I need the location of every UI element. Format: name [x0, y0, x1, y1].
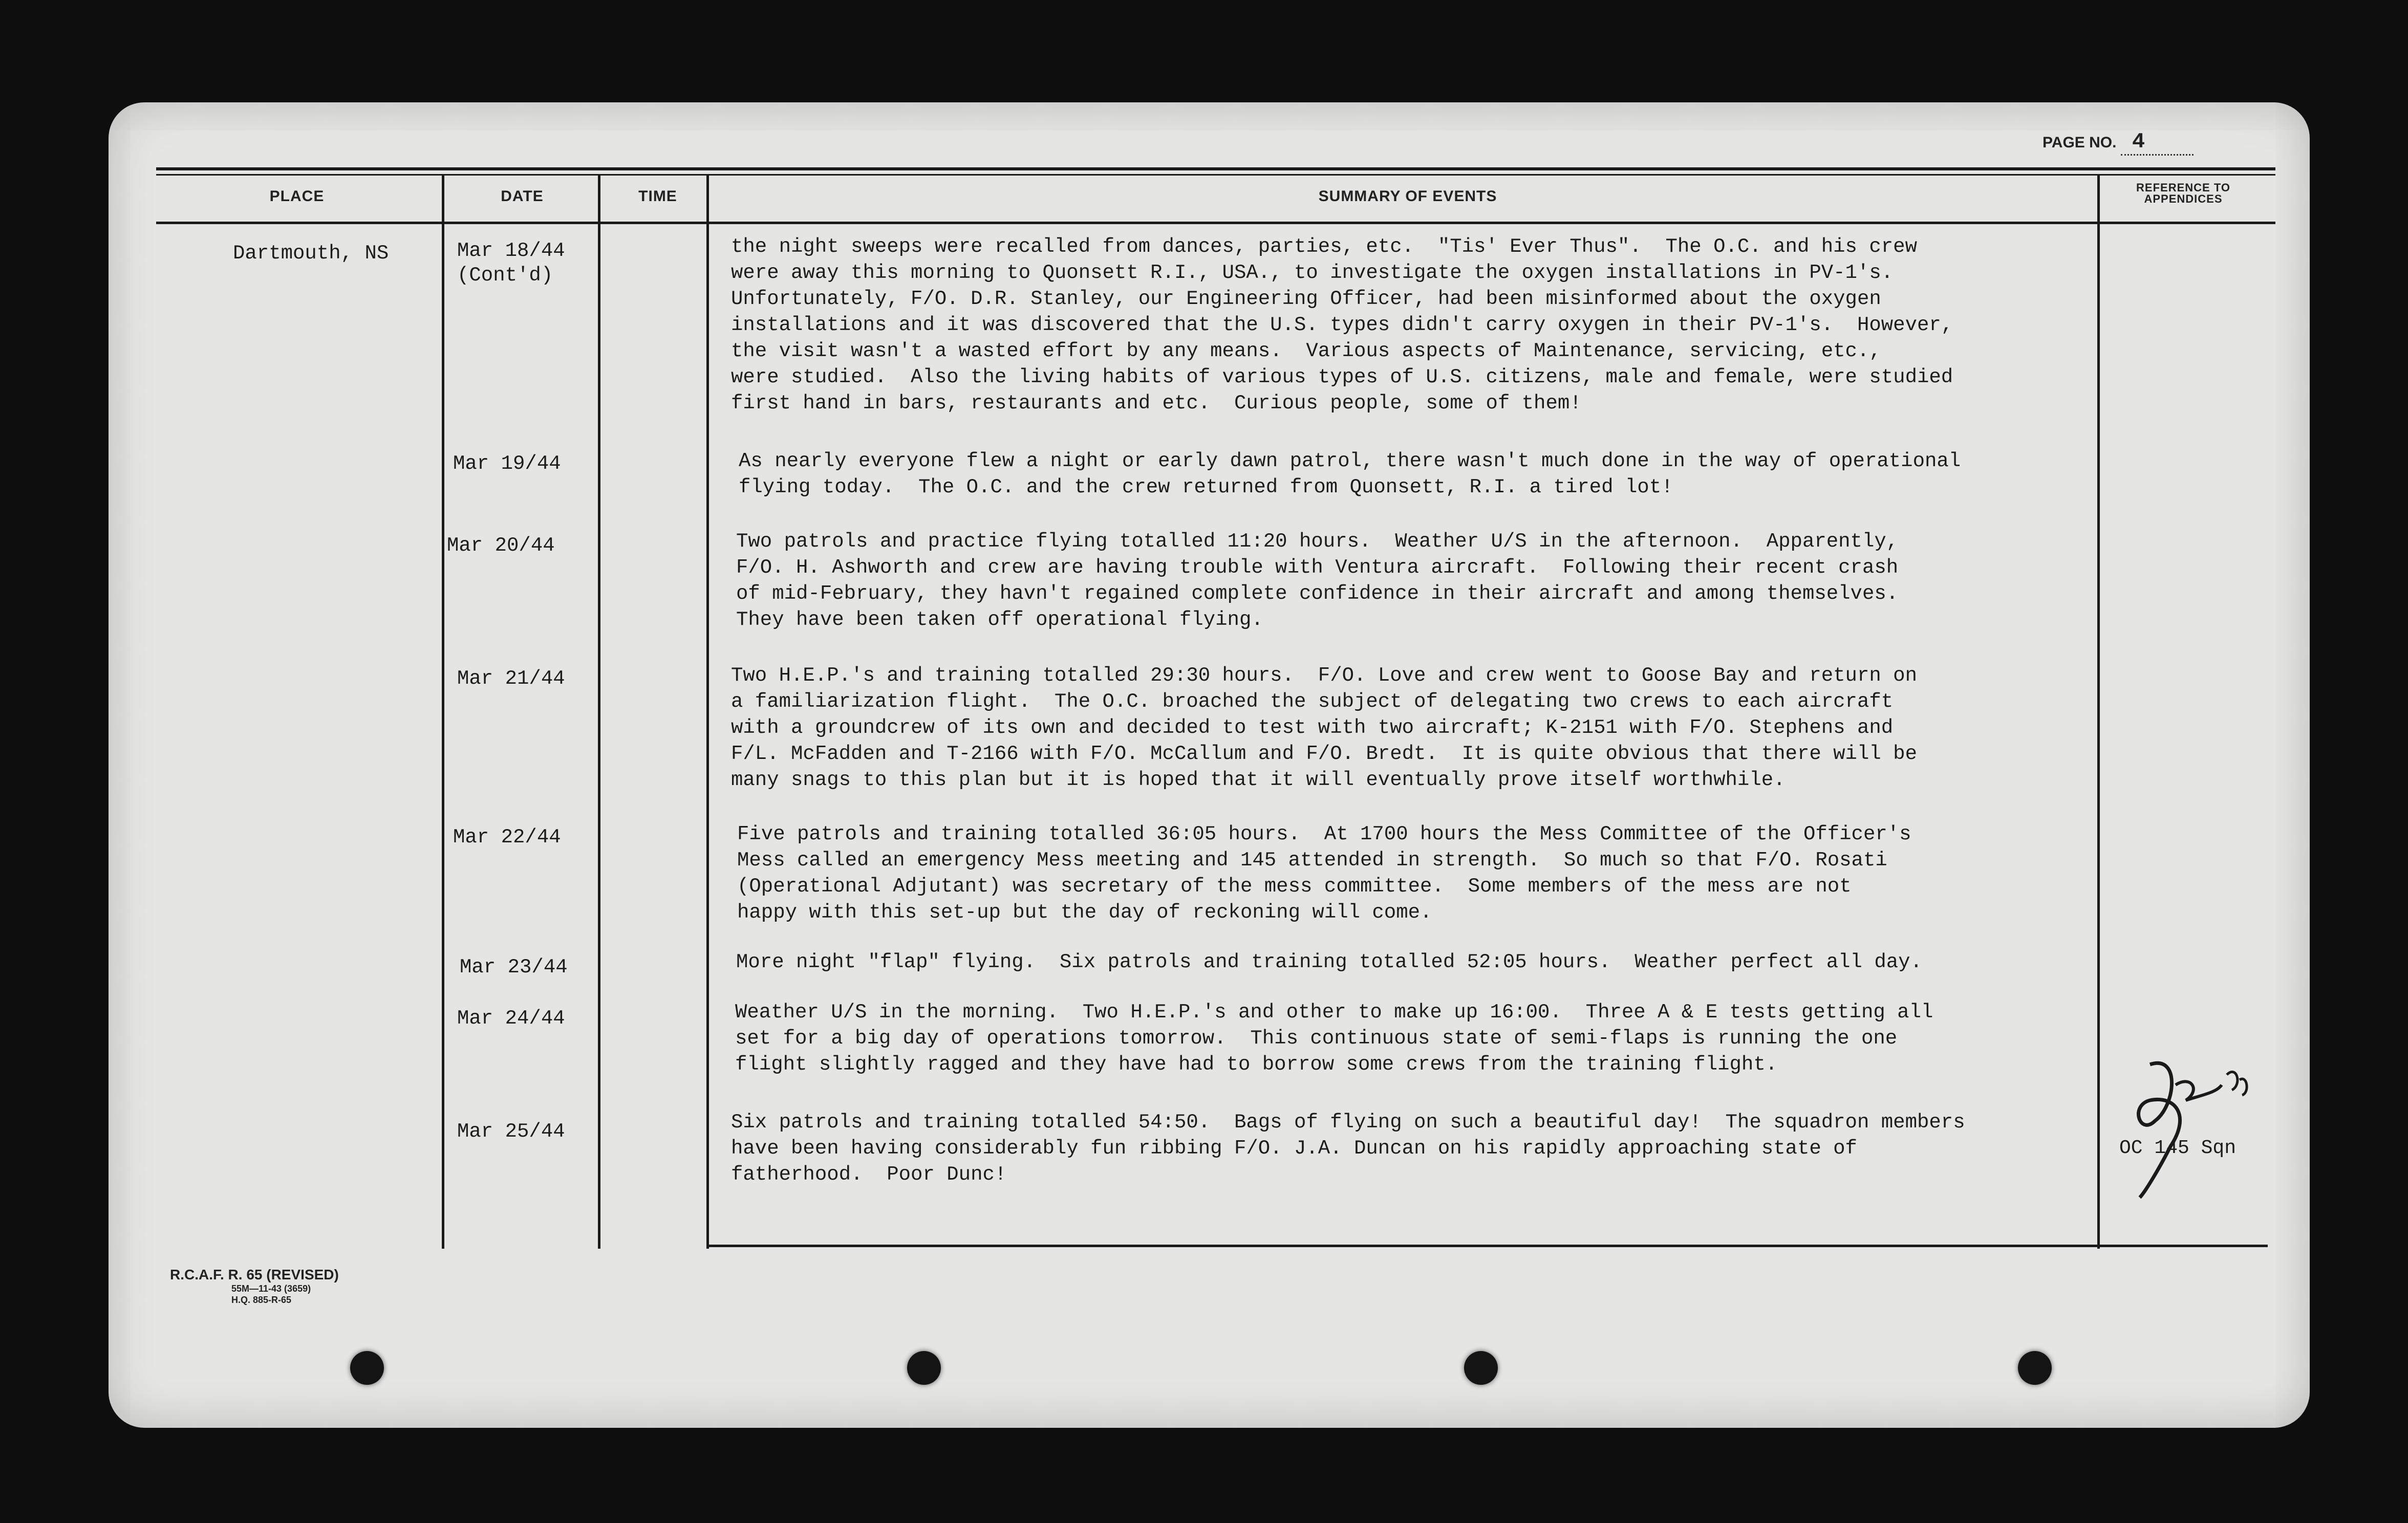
signature-caption: OC 145 Sqn	[2119, 1137, 2237, 1159]
entry-summary	[731, 234, 1953, 417]
summary-line: of mid-February, they havn't regained complete confidence in their aircraft and among themselves.	[736, 582, 1899, 605]
summary-line: fatherhood. Poor Dunc!	[731, 1163, 1007, 1186]
punch-hole	[350, 1351, 384, 1385]
page-number	[2042, 129, 2194, 156]
summary-line: Mess called an emergency Mess meeting and 145 attended in strength. So much so that F/O. Rosati	[737, 849, 1887, 872]
summary-line: flight slightly ragged and they have had to borrow some crews from the training flight.	[735, 1053, 1778, 1076]
summary-line: F/L. McFadden and T-2166 with F/O. McCallum and F/O. Bredt. It is quite obvious that there will be	[731, 743, 1917, 765]
punch-hole	[1464, 1351, 1498, 1385]
header-summary: SUMMARY OF EVENTS	[1318, 188, 1497, 205]
summary-line: Two patrols and practice flying totalled 11:20 hours. Weather U/S in the afternoon. Apparently,	[736, 530, 1899, 553]
entry-date: Mar 25/44	[457, 1120, 565, 1143]
column-divider-summary	[2097, 175, 2100, 1249]
punch-hole	[907, 1351, 941, 1385]
page-number-label: PAGE NO.	[2042, 134, 2117, 151]
summary-line: Six patrols and training totalled 54:50. Bags of flying on such a beautiful day! The squadron members	[731, 1111, 1965, 1134]
entry-summary	[739, 448, 1961, 501]
header-reference-line1: REFERENCE TO	[2136, 181, 2230, 194]
summary-line: F/O. H. Ashworth and crew are having trouble with Ventura aircraft. Following their recent crash	[736, 556, 1899, 579]
entry-date: Mar 23/44	[460, 956, 568, 978]
summary-line: happy with this set-up but the day of reckoning will come.	[737, 901, 1432, 924]
form-number: R.C.A.F. R. 65 (REVISED)	[170, 1267, 339, 1282]
entry-date: Mar 22/44	[453, 826, 561, 848]
summary-line: the night sweeps were recalled from dances, parties, etc. "Tis' Ever Thus". The O.C. and his crew	[731, 235, 1917, 258]
entry-summary	[737, 821, 1911, 926]
summary-line: with a groundcrew of its own and decided to test with two aircraft; K-2151 with F/O. Stephens and	[731, 716, 1894, 739]
form-print-code: 55M—11-43 (3659)	[231, 1283, 311, 1294]
column-divider-date	[598, 175, 600, 1249]
summary-line: were studied. Also the living habits of various types of U.S. citizens, male and female, were studied	[731, 366, 1953, 388]
entry-summary	[736, 949, 1922, 975]
table-bottom-rule	[706, 1245, 2268, 1247]
place-cell: Dartmouth, NS	[233, 242, 389, 265]
punch-hole	[2018, 1351, 2052, 1385]
form-hq-code: H.Q. 885-R-65	[231, 1295, 292, 1305]
summary-line: More night "flap" flying. Six patrols and training totalled 52:05 hours. Weather perfect all day.	[736, 951, 1922, 973]
column-divider-time	[706, 175, 709, 1249]
summary-line: Unfortunately, F/O. D.R. Stanley, our Engineering Officer, had been misinformed about the oxygen	[731, 288, 1881, 310]
entry-summary	[731, 1109, 1965, 1188]
entry-summary	[736, 529, 1898, 633]
header-place: PLACE	[269, 188, 325, 205]
summary-line: have been having considerably fun ribbing F/O. J.A. Duncan on his rapidly approaching state of	[731, 1137, 1857, 1160]
header-time: TIME	[638, 188, 677, 205]
entry-summary	[731, 663, 1917, 793]
entry-date: Mar 20/44	[447, 534, 555, 557]
entry-date: Mar 18/44 (Cont'd)	[457, 240, 565, 287]
summary-line: the visit wasn't a wasted effort by any means. Various aspects of Maintenance, servicing, etc.,	[731, 340, 1881, 362]
header-reference-line2: APPENDICES	[2144, 192, 2223, 205]
header-reference	[2106, 182, 2260, 205]
summary-line: a familiarization flight. The O.C. broached the subject of delegating two crews to each aircraft	[731, 690, 1894, 713]
header-rule-top-2	[156, 174, 2275, 176]
entry-summary	[735, 999, 1933, 1078]
header-rule-top	[156, 167, 2275, 170]
summary-line: Two H.E.P.'s and training totalled 29:30 hours. F/O. Love and crew went to Goose Bay and return on	[731, 664, 1917, 687]
form-footer	[170, 1267, 339, 1306]
page-number-value: 4	[2121, 129, 2194, 156]
header-date: DATE	[501, 188, 544, 205]
summary-line: flying today. The O.C. and the crew returned from Quonsett, R.I. a tired lot!	[739, 476, 1673, 498]
summary-line: Weather U/S in the morning. Two H.E.P.'s and other to make up 16:00. Three A & E tests getting all	[735, 1001, 1933, 1024]
summary-line: many snags to this plan but it is hoped that it will eventually prove itself worthwhile.	[731, 769, 1786, 791]
summary-line: first hand in bars, restaurants and etc. Curious people, some of them!	[731, 392, 1582, 415]
summary-line: (Operational Adjutant) was secretary of the mess committee. Some members of the mess are not	[737, 875, 1852, 898]
column-divider-place	[442, 175, 444, 1249]
summary-line: As nearly everyone flew a night or early dawn patrol, there wasn't much done in the way of operational	[739, 450, 1961, 472]
summary-line: set for a big day of operations tomorrow. This continuous state of semi-flaps is running the one	[735, 1027, 1898, 1050]
entry-date: Mar 19/44	[453, 452, 561, 475]
summary-line: They have been taken off operational flying.	[736, 608, 1263, 631]
summary-line: Five patrols and training totalled 36:05 hours. At 1700 hours the Mess Committee of the Officer's	[737, 823, 1911, 845]
summary-line: were away this morning to Quonsett R.I., USA., to investigate the oxygen installations in PV-1's.	[731, 262, 1894, 284]
entry-date: Mar 21/44	[457, 667, 565, 690]
summary-line: installations and it was discovered that the U.S. types didn't carry oxygen in their PV-1's. However,	[731, 314, 1953, 336]
handwritten-signature	[2119, 1044, 2273, 1208]
entry-date: Mar 24/44	[457, 1007, 565, 1030]
header-rule-bottom	[156, 222, 2275, 224]
